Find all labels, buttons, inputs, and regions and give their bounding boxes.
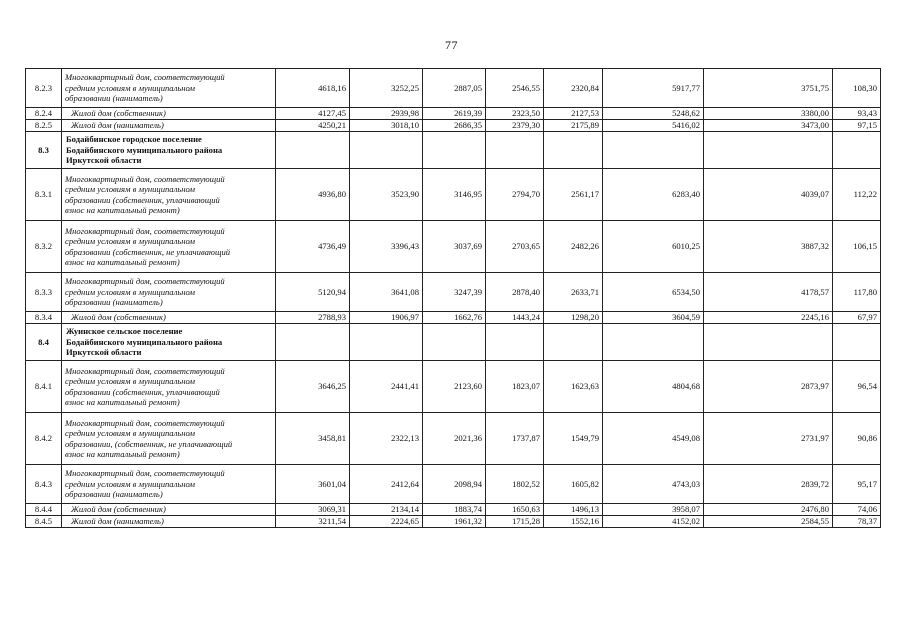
empty-cell bbox=[486, 324, 544, 361]
section-title-line: Бодайбинское городское поселение bbox=[66, 133, 202, 144]
row-description-line: взнос на капитальный ремонт) bbox=[65, 397, 180, 407]
value-cell: 2441,41 bbox=[350, 361, 423, 413]
row-description bbox=[62, 312, 276, 324]
empty-cell bbox=[423, 324, 486, 361]
value-cell: 3037,69 bbox=[423, 221, 486, 273]
row-code: 8.3.4 bbox=[26, 312, 62, 324]
empty-cell bbox=[544, 324, 603, 361]
value-cell: 90,86 bbox=[833, 413, 881, 465]
value-cell: 3247,39 bbox=[423, 273, 486, 312]
row-description-line: Жилой дом (наниматель) bbox=[71, 120, 164, 131]
table-row bbox=[26, 120, 881, 132]
row-description-line: Многоквартирный дом, соответствующий bbox=[65, 72, 225, 83]
value-cell: 2098,94 bbox=[423, 465, 486, 504]
value-cell: 2123,60 bbox=[423, 361, 486, 413]
value-cell: 67,97 bbox=[833, 312, 881, 324]
value-cell: 2322,13 bbox=[350, 413, 423, 465]
row-description-line: Многоквартирный дом, соответствующий bbox=[65, 417, 225, 428]
value-cell: 4736,49 bbox=[276, 221, 350, 273]
value-cell: 4178,57 bbox=[704, 273, 833, 312]
row-description-line: образовании, (собственник, не уплачивающий bbox=[65, 438, 233, 449]
row-code: 8.4.3 bbox=[26, 465, 62, 504]
value-cell: 1605,82 bbox=[544, 465, 603, 504]
value-cell: 3396,43 bbox=[350, 221, 423, 273]
value-cell: 3146,95 bbox=[423, 169, 486, 221]
row-description-line: образовании (собственник, не уплачивающий bbox=[65, 246, 231, 257]
table-row bbox=[26, 504, 881, 516]
value-cell: 1823,07 bbox=[486, 361, 544, 413]
value-cell: 6010,25 bbox=[603, 221, 704, 273]
row-description bbox=[62, 69, 276, 108]
value-cell: 1802,52 bbox=[486, 465, 544, 504]
section-title-line: Бодайбинского муниципального района bbox=[66, 144, 223, 155]
row-description bbox=[62, 108, 276, 120]
row-description-line: Многоквартирный дом, соответствующий bbox=[65, 365, 225, 376]
empty-cell bbox=[276, 132, 350, 169]
value-cell: 1715,28 bbox=[486, 516, 544, 528]
value-cell: 2839,72 bbox=[704, 465, 833, 504]
value-cell: 93,43 bbox=[833, 108, 881, 120]
row-description-line: Многоквартирный дом, соответствующий bbox=[65, 173, 225, 184]
row-description-line: образовании (собственник, уплачивающий bbox=[65, 194, 220, 205]
table-body bbox=[26, 69, 881, 528]
page-number: 77 bbox=[445, 38, 458, 52]
value-cell: 6283,40 bbox=[603, 169, 704, 221]
value-cell: 1443,24 bbox=[486, 312, 544, 324]
value-cell: 6534,50 bbox=[603, 273, 704, 312]
value-cell: 3211,54 bbox=[276, 516, 350, 528]
empty-cell bbox=[833, 132, 881, 169]
empty-cell bbox=[276, 324, 350, 361]
section-title-line: Иркутской области bbox=[66, 155, 142, 166]
table-row bbox=[26, 312, 881, 324]
value-cell: 2873,97 bbox=[704, 361, 833, 413]
section-code: 8.4 bbox=[26, 324, 62, 361]
row-description-line: средним условиям в муниципальном bbox=[65, 376, 195, 386]
row-description bbox=[62, 273, 276, 312]
value-cell: 2021,36 bbox=[423, 413, 486, 465]
value-cell: 3646,25 bbox=[276, 361, 350, 413]
value-cell: 1737,87 bbox=[486, 413, 544, 465]
value-cell: 1496,13 bbox=[544, 504, 603, 516]
value-cell: 1549,79 bbox=[544, 413, 603, 465]
empty-cell bbox=[603, 132, 704, 169]
value-cell: 3523,90 bbox=[350, 169, 423, 221]
table-row bbox=[26, 169, 881, 221]
value-cell: 5120,94 bbox=[276, 273, 350, 312]
value-cell: 3604,59 bbox=[603, 312, 704, 324]
section-row bbox=[26, 132, 881, 169]
row-description-line: образовании (собственник, уплачивающий bbox=[65, 386, 220, 397]
section-code: 8.3 bbox=[26, 132, 62, 169]
value-cell: 3958,07 bbox=[603, 504, 704, 516]
row-description-line: взнос на капитальный ремонт) bbox=[65, 205, 180, 215]
row-description-line: Многоквартирный дом, соответствующий bbox=[65, 225, 225, 236]
value-cell: 106,15 bbox=[833, 221, 881, 273]
value-cell: 1883,74 bbox=[423, 504, 486, 516]
row-code: 8.4.4 bbox=[26, 504, 62, 516]
value-cell: 4127,45 bbox=[276, 108, 350, 120]
value-cell: 5917,77 bbox=[603, 69, 704, 108]
value-cell: 2584,55 bbox=[704, 516, 833, 528]
row-description-line: Жилой дом (собственник) bbox=[71, 108, 166, 119]
value-cell: 4152,02 bbox=[603, 516, 704, 528]
value-cell: 2379,30 bbox=[486, 120, 544, 132]
empty-cell bbox=[704, 324, 833, 361]
row-code: 8.2.3 bbox=[26, 69, 62, 108]
value-cell: 2546,55 bbox=[486, 69, 544, 108]
row-description bbox=[62, 120, 276, 132]
row-description-line: образовании (наниматель) bbox=[65, 297, 163, 308]
table-row bbox=[26, 361, 881, 413]
table-row bbox=[26, 273, 881, 312]
value-cell: 2887,05 bbox=[423, 69, 486, 108]
value-cell: 2703,65 bbox=[486, 221, 544, 273]
value-cell: 3252,25 bbox=[350, 69, 423, 108]
tariff-table bbox=[25, 68, 881, 528]
value-cell: 4804,68 bbox=[603, 361, 704, 413]
value-cell: 5416,02 bbox=[603, 120, 704, 132]
value-cell: 2134,14 bbox=[350, 504, 423, 516]
empty-cell bbox=[603, 324, 704, 361]
value-cell: 117,80 bbox=[833, 273, 881, 312]
row-description bbox=[62, 169, 276, 221]
value-cell: 2619,39 bbox=[423, 108, 486, 120]
value-cell: 1623,63 bbox=[544, 361, 603, 413]
value-cell: 2245,16 bbox=[704, 312, 833, 324]
table-row bbox=[26, 221, 881, 273]
section-title-line: Жуинское сельское поселение bbox=[66, 325, 183, 336]
row-code: 8.2.4 bbox=[26, 108, 62, 120]
row-description-line: средним условиям в муниципальном bbox=[65, 478, 195, 489]
row-code: 8.4.2 bbox=[26, 413, 62, 465]
value-cell: 3601,04 bbox=[276, 465, 350, 504]
row-description bbox=[62, 221, 276, 273]
table-row bbox=[26, 108, 881, 120]
empty-cell bbox=[350, 324, 423, 361]
row-description-line: средним условиям в муниципальном bbox=[65, 82, 195, 93]
empty-cell bbox=[544, 132, 603, 169]
row-description bbox=[62, 361, 276, 413]
section-title-line: Иркутской области bbox=[66, 347, 142, 358]
value-cell: 3069,31 bbox=[276, 504, 350, 516]
empty-cell bbox=[486, 132, 544, 169]
row-code: 8.4.1 bbox=[26, 361, 62, 413]
value-cell: 4743,03 bbox=[603, 465, 704, 504]
value-cell: 2175,89 bbox=[544, 120, 603, 132]
section-title-line: Бодайбинского муниципального района bbox=[66, 336, 223, 347]
row-description-line: образовании (наниматель) bbox=[65, 489, 163, 500]
value-cell: 95,17 bbox=[833, 465, 881, 504]
row-description-line: взнос на капитальный ремонт) bbox=[65, 449, 180, 459]
value-cell: 4618,16 bbox=[276, 69, 350, 108]
row-description-line: средним условиям в муниципальном bbox=[65, 428, 195, 438]
row-description bbox=[62, 413, 276, 465]
value-cell: 2788,93 bbox=[276, 312, 350, 324]
table-row bbox=[26, 465, 881, 504]
row-description-line: средним условиям в муниципальном bbox=[65, 236, 195, 246]
row-description-line: Жилой дом (собственник) bbox=[71, 312, 166, 323]
row-description bbox=[62, 516, 276, 528]
row-code: 8.3.1 bbox=[26, 169, 62, 221]
empty-cell bbox=[350, 132, 423, 169]
value-cell: 3018,10 bbox=[350, 120, 423, 132]
value-cell: 1662,76 bbox=[423, 312, 486, 324]
value-cell: 2323,50 bbox=[486, 108, 544, 120]
value-cell: 4936,80 bbox=[276, 169, 350, 221]
value-cell: 2633,71 bbox=[544, 273, 603, 312]
value-cell: 4250,21 bbox=[276, 120, 350, 132]
row-code: 8.3.2 bbox=[26, 221, 62, 273]
row-code: 8.4.5 bbox=[26, 516, 62, 528]
row-description bbox=[62, 465, 276, 504]
section-row bbox=[26, 324, 881, 361]
table-row bbox=[26, 516, 881, 528]
empty-cell bbox=[833, 324, 881, 361]
value-cell: 3751,75 bbox=[704, 69, 833, 108]
value-cell: 4549,08 bbox=[603, 413, 704, 465]
value-cell: 2686,35 bbox=[423, 120, 486, 132]
value-cell: 1650,63 bbox=[486, 504, 544, 516]
value-cell: 1961,32 bbox=[423, 516, 486, 528]
value-cell: 2794,70 bbox=[486, 169, 544, 221]
table-row bbox=[26, 413, 881, 465]
row-description-line: Жилой дом (наниматель) bbox=[71, 516, 164, 527]
empty-cell bbox=[423, 132, 486, 169]
value-cell: 1552,16 bbox=[544, 516, 603, 528]
value-cell: 2878,40 bbox=[486, 273, 544, 312]
value-cell: 97,15 bbox=[833, 120, 881, 132]
value-cell: 3887,32 bbox=[704, 221, 833, 273]
value-cell: 4039,07 bbox=[704, 169, 833, 221]
row-description-line: Многоквартирный дом, соответствующий bbox=[65, 276, 225, 287]
section-title bbox=[62, 132, 276, 169]
section-title bbox=[62, 324, 276, 361]
value-cell: 3641,08 bbox=[350, 273, 423, 312]
table-row bbox=[26, 69, 881, 108]
row-description bbox=[62, 504, 276, 516]
row-description-line: образовании (наниматель) bbox=[65, 93, 163, 104]
value-cell: 2476,80 bbox=[704, 504, 833, 516]
value-cell: 2731,97 bbox=[704, 413, 833, 465]
value-cell: 74,06 bbox=[833, 504, 881, 516]
row-description-line: средним условиям в муниципальном bbox=[65, 184, 195, 194]
value-cell: 2561,17 bbox=[544, 169, 603, 221]
value-cell: 5248,62 bbox=[603, 108, 704, 120]
value-cell: 96,54 bbox=[833, 361, 881, 413]
row-code: 8.2.5 bbox=[26, 120, 62, 132]
value-cell: 3458,81 bbox=[276, 413, 350, 465]
value-cell: 2224,65 bbox=[350, 516, 423, 528]
row-description-line: средним условиям в муниципальном bbox=[65, 286, 195, 297]
value-cell: 2127,53 bbox=[544, 108, 603, 120]
value-cell: 2939,98 bbox=[350, 108, 423, 120]
value-cell: 112,22 bbox=[833, 169, 881, 221]
empty-cell bbox=[704, 132, 833, 169]
row-description-line: Многоквартирный дом, соответствующий bbox=[65, 468, 225, 479]
value-cell: 2412,64 bbox=[350, 465, 423, 504]
value-cell: 3473,00 bbox=[704, 120, 833, 132]
value-cell: 108,30 bbox=[833, 69, 881, 108]
row-description-line: Жилой дом (собственник) bbox=[71, 504, 166, 515]
row-description-line: взнос на капитальный ремонт) bbox=[65, 257, 180, 267]
value-cell: 78,37 bbox=[833, 516, 881, 528]
value-cell: 2482,26 bbox=[544, 221, 603, 273]
value-cell: 1298,20 bbox=[544, 312, 603, 324]
value-cell: 1906,97 bbox=[350, 312, 423, 324]
row-code: 8.3.3 bbox=[26, 273, 62, 312]
value-cell: 3380,00 bbox=[704, 108, 833, 120]
value-cell: 2320,84 bbox=[544, 69, 603, 108]
